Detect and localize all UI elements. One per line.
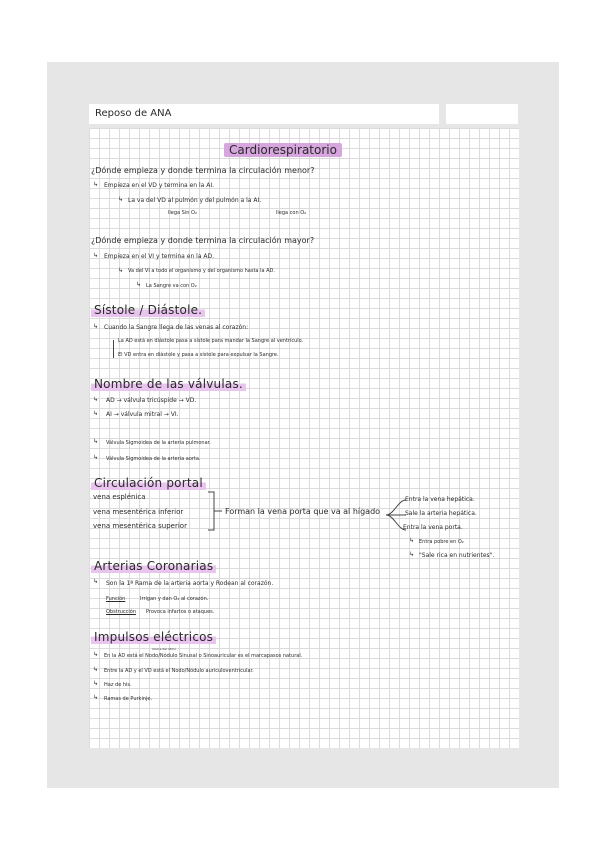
portal-sub1: Entra pobre en O₂ [419, 539, 464, 545]
circ-mayor-arrow3-icon: ↳ [136, 281, 142, 288]
impulsos-item-3: Haz de his. [104, 682, 132, 688]
impulsos-arrow2-icon: ↳ [93, 666, 99, 673]
impulsos-title [91, 630, 216, 644]
portal-vein-2: vena mesentérica inferior [93, 508, 184, 516]
valvula-item-3: Válvula Sigmoidea de la arteria pulmonar. [106, 440, 211, 446]
coronarias-title-text: Arterias Coronarias [91, 559, 216, 573]
impulsos-small-note: marca del ritmo [152, 647, 176, 651]
coronarias-obstruccion-label: Obstrucción [106, 609, 137, 615]
coronarias-funcion-text: Irrigan y dan O₂ al corazón. [140, 596, 209, 602]
main-title [224, 143, 342, 157]
circ-menor-arrow2-icon: ↳ [118, 196, 124, 203]
portal-sub2-arrow-icon: ↳ [409, 551, 415, 558]
impulsos-item-1: En la AD está el Nodo/Nódulo Sinusal o Sinoauricular es el marcapasos natural. [104, 653, 303, 659]
circ-mayor-detail: Va del VI a todo el organismo y del organismo hasta la AD. [128, 268, 275, 274]
circ-menor-detail: La va del VD al pulmón y del pulmón a la AI. [128, 197, 262, 204]
coronarias-funcion-label: Función [106, 596, 126, 602]
valvulas-arrow1-icon: ↳ [93, 396, 99, 403]
impulsos-title-text: Impulsos eléctricos [91, 630, 216, 644]
circ-menor-note-right: llega con O₂ [276, 210, 307, 216]
sistole-title-text: Sístole / Diástole. [91, 303, 205, 317]
coronarias-title [91, 559, 216, 573]
main-title-text: Cardiorespiratorio [224, 143, 342, 157]
portal-vein-3: vena mesentérica superior [93, 522, 187, 530]
sistole-title [91, 303, 205, 317]
impulsos-arrow4-icon: ↳ [93, 694, 99, 701]
circ-menor-note-left: llega Sin O₂ [168, 210, 197, 216]
impulsos-item-2: Entre la AD y el VD está el Nodo/Nódulo auriculoventricular. [104, 668, 254, 674]
valvulas-arrow2-icon: ↳ [93, 410, 99, 417]
portal-sub2: "Sale rica en nutrientes". [419, 552, 495, 559]
circ-mayor-answer: Empieza en el VI y termina en la AD. [104, 253, 215, 260]
valvulas-title [91, 377, 246, 391]
circ-menor-arrow-icon: ↳ [93, 181, 99, 188]
portal-center: Forman la vena porta que va al hígado [225, 507, 381, 516]
circ-menor-question: ¿Dónde empieza y donde termina la circulación menor? [91, 166, 315, 175]
circ-mayor-arrow2-icon: ↳ [118, 267, 124, 274]
circ-mayor-question: ¿Dónde empieza y donde termina la circulación mayor? [91, 236, 315, 245]
sistole-arrow-icon: ↳ [93, 323, 99, 330]
impulsos-arrow3-icon: ↳ [93, 680, 99, 687]
portal-sub1-arrow-icon: ↳ [409, 537, 415, 544]
header-box [446, 104, 518, 124]
portal-right-1: Entra la vena hepática. [405, 496, 475, 503]
sistole-bracket [113, 340, 114, 358]
portal-right-2: Sale la arteria hepática. [405, 510, 477, 517]
valvula-item-1: AD → válvula tricúspide → VD. [106, 397, 197, 404]
impulsos-item-4: Ramas de Purkinje. [104, 696, 153, 702]
valvula-item-4: Válvula Sigmoidea de la arteria aorta. [106, 456, 201, 462]
sistole-item-1: La AD está en diástole pasa a sístole para mandar la Sangre al ventrículo. [118, 338, 304, 344]
valvulas-title-text: Nombre de las válvulas. [91, 377, 246, 391]
portal-vein-1: vena esplénica [93, 493, 146, 501]
portal-right-3: Entra la vena porta. [403, 524, 463, 531]
sistole-intro: Cuando la Sangre llega de las venas al corazón: [104, 324, 249, 331]
portal-brace [196, 490, 226, 532]
sistole-item-2: El VD entra en diástole y pasa a sístole para expulsar la Sangre. [118, 352, 279, 358]
portal-title-text: Circulación portal [91, 476, 206, 490]
circ-mayor-note: La Sangre va con O₂ [146, 283, 197, 289]
coronarias-intro: Son la 1ª Rama de la arteria aorta y Rodean al corazón. [106, 580, 274, 587]
valvulas-arrow4-icon: ↳ [93, 454, 99, 461]
circ-mayor-arrow-icon: ↳ [93, 252, 99, 259]
valvula-item-2: AI → válvula mitral → VI. [106, 411, 179, 418]
circ-menor-answer: Empieza en el VD y termina en la AI. [104, 182, 215, 189]
coronarias-obstruccion-text: Provoca infartos o ataques. [146, 609, 215, 615]
portal-title [91, 476, 206, 490]
valvulas-arrow3-icon: ↳ [93, 438, 99, 445]
header-title: Reposo de ANA [89, 104, 439, 124]
coronarias-arrow-icon: ↳ [93, 578, 99, 585]
impulsos-arrow1-icon: ↳ [93, 651, 99, 658]
